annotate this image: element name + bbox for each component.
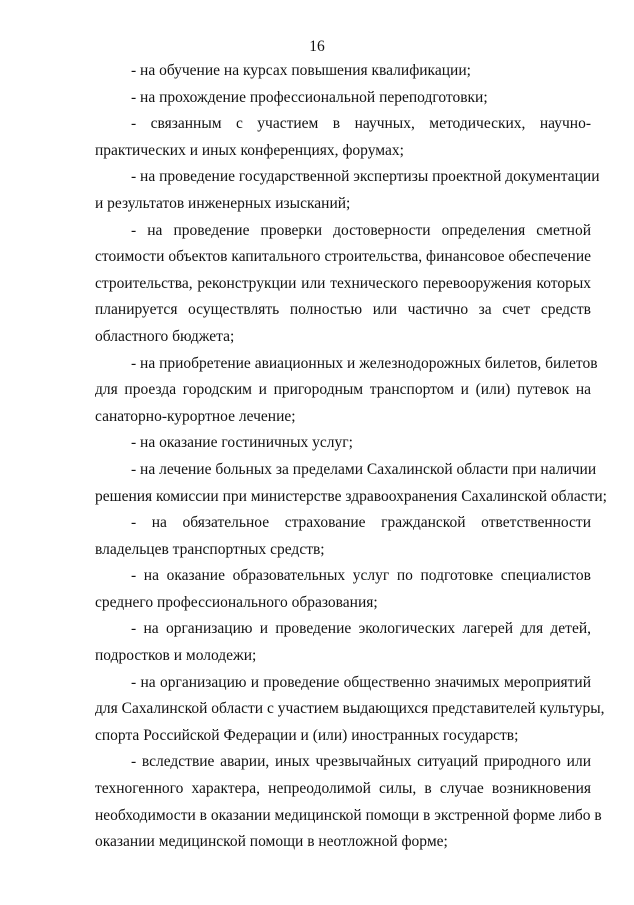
text-line: - на прохождение профессиональной переподготовки;	[131, 88, 488, 106]
text-line: среднего профессионального образования;	[95, 593, 378, 611]
page-number: 16	[309, 38, 325, 55]
text-line: - на организацию и проведение общественно значимых мероприятий	[131, 673, 591, 691]
text-line: - на приобретение авиационных и железнодорожных билетов, билетов	[131, 354, 598, 372]
text-line: санаторно-курортное лечение;	[95, 407, 296, 425]
text-line: подростков и молодежи;	[95, 647, 257, 665]
text-line: для Сахалинской области с участием выдающихся представителей культуры,	[95, 700, 605, 718]
text-line: - на проведение государственной экспертизы проектной документации	[131, 168, 600, 186]
text-line: решения комиссии при министерстве здравоохранения Сахалинской области;	[95, 487, 607, 505]
text-line: владельцев транспортных средств;	[95, 540, 325, 558]
text-line: для проезда городским и пригородным транспортом и (или) путевок на	[95, 381, 591, 399]
text-line: - на обязательное страхование гражданской ответственности	[131, 514, 591, 532]
text-line: и результатов инженерных изысканий;	[95, 194, 351, 212]
text-line: оказании медицинской помощи в неотложной форме;	[95, 833, 448, 851]
text-line: - на оказание гостиничных услуг;	[131, 434, 353, 452]
text-line: стоимости объектов капитального строительства, финансовое обеспечение	[95, 248, 591, 266]
text-line: - на организацию и проведение экологических лагерей для детей,	[131, 620, 591, 638]
text-line: - на оказание образовательных услуг по подготовке специалистов	[131, 567, 591, 585]
text-line: необходимости в оказании медицинской помощи в экстренной форме либо в	[95, 806, 602, 824]
text-line: - вследствие аварии, иных чрезвычайных ситуаций природного или	[131, 753, 591, 771]
text-line: - связанным с участием в научных, методических, научно-	[131, 115, 591, 133]
document-body	[95, 58, 607, 856]
text-line: строительства, реконструкции или технического перевооружения которых	[95, 274, 591, 292]
text-line: - на лечение больных за пределами Сахалинской области при наличии	[131, 460, 597, 478]
text-line: областного бюджета;	[95, 327, 235, 345]
text-line: техногенного характера, непреодолимой силы, в случае возникновения	[95, 780, 591, 798]
text-line: - на проведение проверки достоверности определения сметной	[131, 221, 591, 239]
text-line: практических и иных конференциях, форумах;	[95, 141, 404, 159]
text-line: - на обучение на курсах повышения квалификации;	[131, 62, 471, 79]
text-line: планируется осуществлять полностью или частично за счет средств	[95, 301, 591, 319]
text-line: спорта Российской Федерации и (или) иностранных государств;	[95, 726, 519, 744]
